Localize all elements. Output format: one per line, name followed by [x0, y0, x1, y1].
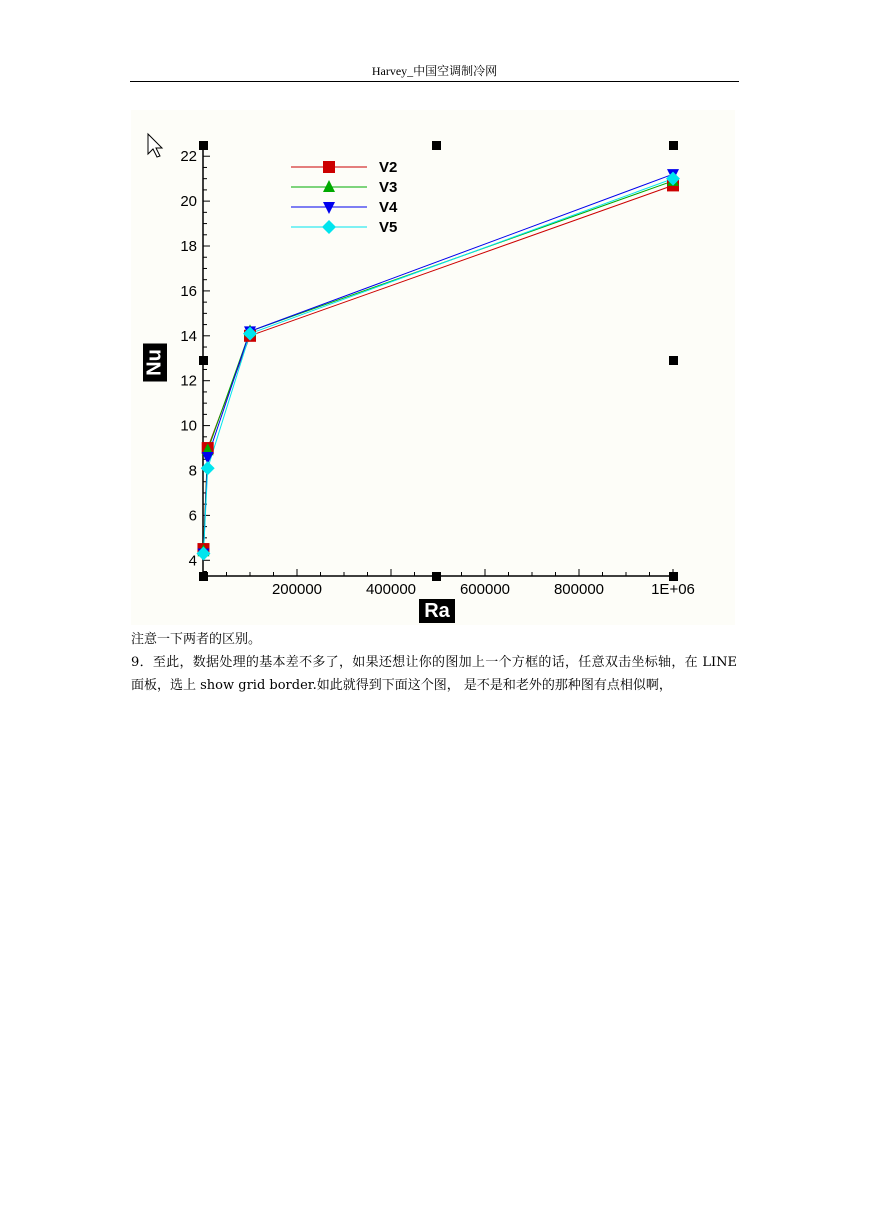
y-tick-label: 4 [188, 552, 197, 570]
nu-vs-ra-chart [131, 110, 735, 625]
legend-label-v5: V5 [379, 219, 398, 236]
y-tick-label: 22 [180, 148, 197, 166]
x-tick-label: 200000 [271, 581, 323, 598]
header-rule [130, 81, 739, 82]
legend-label-v4: V4 [379, 199, 398, 216]
y-tick-label: 18 [180, 238, 197, 256]
y-tick-label: 10 [180, 417, 197, 435]
x-tick-label: 400000 [365, 581, 417, 598]
selection-handle-icon [432, 572, 441, 581]
body-text [131, 628, 737, 697]
selection-handle-icon [199, 572, 208, 581]
y-tick-label: 16 [180, 282, 197, 300]
y-tick-label: 8 [188, 462, 197, 480]
selection-handle-icon [669, 572, 678, 581]
chart-svg [131, 110, 735, 625]
instruction-paragraph: 9．至此，数据处理的基本差不多了，如果还想让你的图加上一个方框的话，任意双击坐标轴，在 LINE 面板，选上 show grid border.如此就得到下面这个图， 是不是和老外的那种图有点相似啊， [131, 655, 737, 693]
y-tick-label: 20 [180, 193, 197, 211]
x-tick-label: 600000 [459, 581, 511, 598]
caption-line: 注意一下两者的区别。 [131, 632, 262, 647]
y-tick-label: 12 [180, 372, 197, 390]
y-axis-title: Nu [143, 349, 166, 376]
x-axis-title: Ra [424, 600, 450, 622]
selection-handle-icon [432, 141, 441, 150]
selection-handle-icon [199, 141, 208, 150]
x-tick-label: 1E+06 [651, 581, 695, 598]
x-tick-label: 800000 [553, 581, 605, 598]
selection-handle-icon [669, 141, 678, 150]
legend-label-v2: V2 [379, 159, 398, 176]
selection-handle-icon [669, 356, 678, 365]
plot-background [131, 110, 735, 625]
selection-handle-icon [199, 356, 208, 365]
y-tick-label: 6 [188, 507, 197, 525]
legend-label-v3: V3 [379, 179, 398, 196]
y-tick-label: 14 [180, 327, 197, 345]
legend-marker-v2 [323, 161, 335, 173]
page-header: Harvey_中国空调制冷网 [371, 64, 498, 78]
